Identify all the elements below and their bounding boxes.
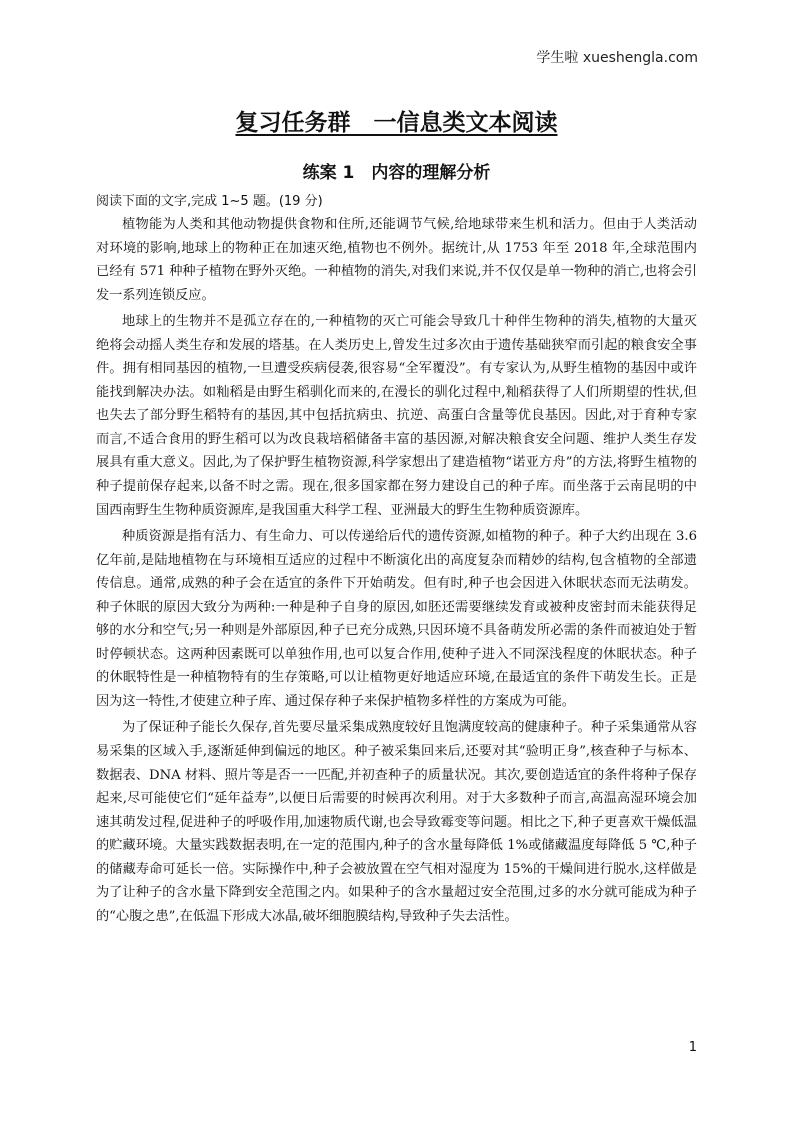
article-body xyxy=(96,213,697,931)
paragraph-4: 为了保证种子能长久保存,首先要尽量采集成熟度较好且饱满度较高的健康种子。种子采集通常从容易采集的区域入手,逐渐延伸到偏远的地区。种子被采集回来后,还要对其“验明正身”,核查种子与标本、数据表、DNA 材料、照片等是否一一匹配,并初查种子的质量状况。其次,要创造适宜的条件将种子保存起来,尽可能使它们“延年益寿”,以便日后需要的时候再次利用。对于大多数种子而言,高温高湿环境会加速其萌发过程,促进种子的呼吸作用,加速物质代谢,也会导致霉变等问题。相比之下,种子更喜欢干燥低温的贮藏环境。大量实践数据表明,在一定的范围内,种子的含水量每降低 1%或储藏温度每降低 5 ℃,种子的储藏寿命可延长一倍。实际操作中,种子会被放置在空气相对湿度为 15%的干燥间进行脱水,这样做是为了让种子的含水量下降到安全范围之内。如果种子的含水量超过安全范围,过多的水分就可能成为种子的“心腹之患”,在低温下形成大冰晶,破坏细胞膜结构,导致种子失去活性。 xyxy=(96,720,697,924)
watermark: 学生啦 xueshengla.com xyxy=(536,50,698,66)
section-subtitle: 练案 1 内容的理解分析 xyxy=(302,163,491,183)
page-title: 复习任务群 一信息类文本阅读 xyxy=(235,110,558,136)
paragraph-2: 地球上的生物并不是孤立存在的,一种植物的灭亡可能会导致几十种伴生物种的消失,植物的大量灭绝将会动摇人类生存和发展的塔基。在人类历史上,曾发生过多次由于遗传基础狭窄而引起的粮食安全事件。拥有相同基因的植物,一旦遭受疾病侵袭,很容易“全军覆没”。有专家认为,从野生植物的基因中或许能找到解决办法。如籼稻是由野生稻驯化而来的,在漫长的驯化过程中,籼稻获得了人们所期望的性状,但也失去了部分野生稻特有的基因,其中包括抗病虫、抗逆、高蛋白含量等优良基因。因此,对于育种专家而言,不适合食用的野生稻可以为改良栽培稻储备丰富的基因源,对解决粮食安全问题、维护人类生存发展具有重大意义。因此,为了保护野生植物资源,科学家想出了建造植物“诺亚方舟”的方法,将野生植物的种子提前保存起来,以备不时之需。现在,很多国家都在努力建设自己的种子库。而坐落于云南昆明的中国西南野生生物种质资源库,是我国重大科学工程、亚洲最大的野生生物种质资源库。 xyxy=(96,314,697,518)
paragraph-3: 种质资源是指有活力、有生命力、可以传递给后代的遗传资源,如植物的种子。种子大约出现在 3.6 亿年前,是陆地植物在与环境相互适应的过程中不断演化出的高度复杂而精妙的结构,包含植物的全部遗传信息。通常,成熟的种子会在适宜的条件下开始萌发。但有时,种子也会因进入休眠状态而无法萌发。种子休眠的原因大致分为两种:一种是种子自身的原因,如胚还需要继续发育或被种皮密封而未能获得足够的水分和空气;另一种则是外部原因,种子已充分成熟,只因环境不具备萌发所必需的条件而被迫处于暂时停顿状态。这两种因素既可以单独作用,也可以复合作用,使种子进入不同深浅程度的休眠状态。种子的休眠特性是一种植物特有的生存策略,可以让植物更好地适应环境,在最适宜的条件下萌发生长。正是因为这一特性,才使建立种子库、通过保存种子来保护植物多样性的方案成为可能。 xyxy=(96,529,697,709)
reading-instruction: 阅读下面的文字,完成 1~5 题。(19 分) xyxy=(96,194,323,209)
page-number: 1 xyxy=(688,1040,697,1055)
paragraph-1: 植物能为人类和其他动物提供食物和住所,还能调节气候,给地球带来生机和活力。但由于人类活动对环境的影响,地球上的物种正在加速灭绝,植物也不例外。据统计,从 1753 年至 2018 年,全球范围内已经有 571 种种子植物在野外灭绝。一种植物的消失,对我们来说,并不仅仅是单一物种的消亡,也将会引发一系列连锁反应。 xyxy=(96,217,697,303)
